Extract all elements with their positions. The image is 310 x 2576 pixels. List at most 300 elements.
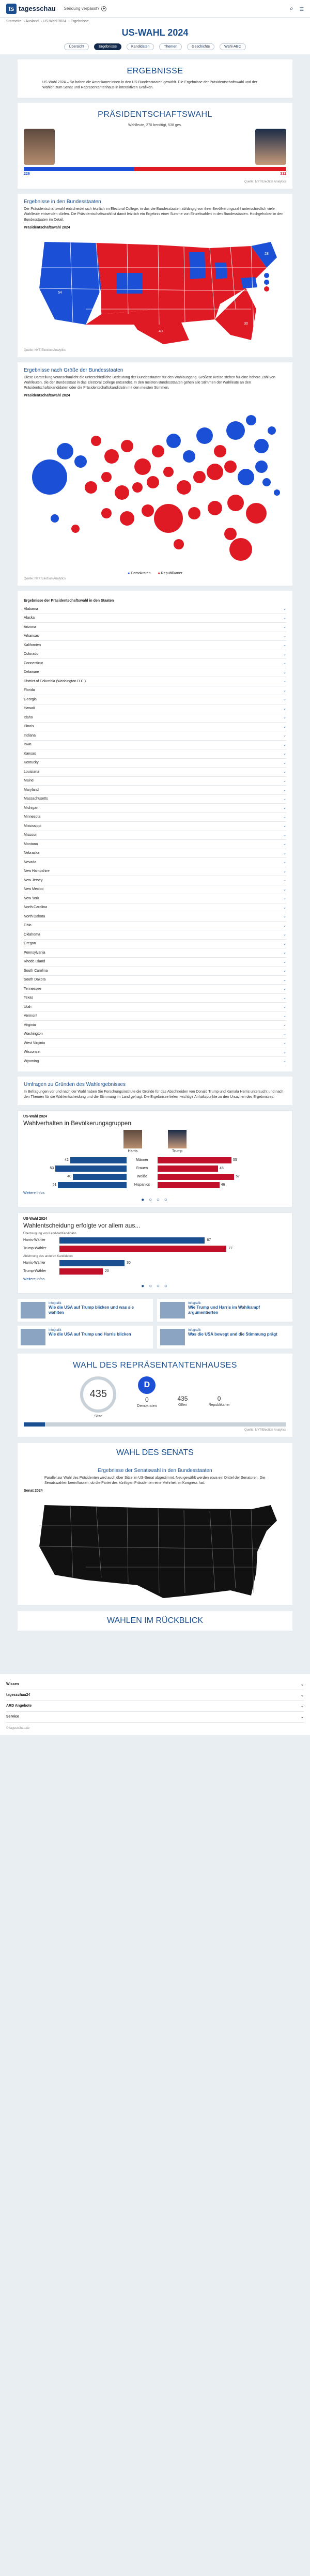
rep-state-bubble[interactable] — [134, 458, 151, 475]
house-rep-label: Republikaner — [208, 1403, 230, 1407]
dem-state-bubble[interactable] — [238, 469, 254, 485]
state-name: Hawaii — [24, 707, 35, 711]
state-name: Virginia — [24, 1023, 36, 1027]
state-row[interactable] — [24, 958, 286, 967]
bubble-source: Quelle: NYT/Election Analytics — [24, 577, 66, 581]
motive-row — [23, 1267, 287, 1276]
state-row[interactable] — [24, 759, 286, 768]
state-row[interactable] — [24, 713, 286, 723]
bubble-chart[interactable] — [24, 400, 286, 570]
rep-state-bubble[interactable] — [147, 476, 159, 488]
rep-state-bubble[interactable] — [174, 539, 184, 549]
tab-themen[interactable]: Themen — [159, 43, 182, 50]
legend-rep-label: Republikaner — [161, 572, 182, 576]
state-row[interactable] — [24, 840, 286, 849]
state-row[interactable] — [24, 677, 286, 686]
virginia-dem — [241, 277, 257, 288]
rep-state-bubble[interactable] — [152, 445, 164, 457]
footer-link[interactable] — [6, 1690, 304, 1701]
state-row[interactable] — [24, 1048, 286, 1057]
state-name: Oregon — [24, 942, 36, 946]
bubble-label: Präsidentschaftswahl 2024 — [24, 394, 70, 398]
chevron-down-icon: ⌄ — [283, 933, 286, 937]
rep-state-bubble[interactable] — [104, 449, 119, 464]
tile1-portraits — [23, 1130, 287, 1153]
state-row[interactable] — [24, 650, 286, 660]
state-name: Montana — [24, 842, 38, 846]
teaser-image — [21, 1329, 45, 1345]
trump-thumb — [168, 1130, 187, 1148]
president-source: Quelle: NYT/Election Analytics — [244, 180, 286, 184]
teaser-kicker: Infografik — [49, 1301, 61, 1305]
chevron-down-icon: ⌄ — [283, 725, 286, 729]
chevron-down-icon: ⌄ — [283, 652, 286, 656]
rep-votes: 312 — [280, 172, 286, 176]
state-row[interactable] — [24, 795, 286, 804]
dem-votes: 226 — [24, 172, 30, 176]
state-name: Maine — [24, 779, 34, 783]
chevron-down-icon: ⌄ — [283, 906, 286, 910]
state-name: Wisconsin — [24, 1050, 40, 1054]
central-region — [158, 245, 215, 325]
rep-state-bubble[interactable] — [163, 467, 174, 477]
state-row[interactable] — [24, 686, 286, 696]
tab-ergebnisse[interactable]: Ergebnisse — [94, 43, 121, 50]
poll-left-bar — [70, 1157, 127, 1163]
results-title: ERGEBNISSE — [127, 67, 183, 75]
chevron-down-icon: ⌄ — [283, 1032, 286, 1036]
tab-bar — [0, 41, 310, 54]
breadcrumb-item[interactable]: Ausland — [25, 20, 39, 23]
state-row[interactable] — [24, 876, 286, 885]
logo[interactable] — [6, 4, 56, 14]
state-name: Colorado — [24, 652, 39, 656]
map1-source: Quelle: NYT/Election Analytics — [24, 348, 66, 352]
motive-bar — [59, 1260, 125, 1266]
state-name: Mississippi — [24, 824, 41, 828]
senate-title: WAHL DES SENATS — [18, 1443, 292, 1463]
senate-label: Senat 2024 — [24, 1489, 43, 1493]
dem-state-bubble[interactable] — [183, 450, 195, 463]
rep-state-bubble[interactable] — [132, 482, 143, 493]
dem-state-bubble[interactable] — [262, 478, 271, 486]
state-name: Kansas — [24, 752, 36, 756]
state-name: Texas — [24, 996, 34, 1000]
dem-state-bubble[interactable] — [32, 459, 67, 495]
carousel-dots[interactable]: ● ○ ○ ○ — [141, 1197, 169, 1203]
chevron-down-icon: ⌄ — [301, 1705, 304, 1709]
chevron-down-icon: ⌄ — [283, 770, 286, 774]
teaser-kicker: Infografik — [49, 1328, 61, 1332]
state-name: New York — [24, 896, 39, 900]
map-label-ny: 28 — [265, 252, 269, 256]
state-row[interactable] — [24, 822, 286, 831]
west-region — [39, 242, 101, 325]
poll-left-value: 53 — [50, 1167, 54, 1171]
state-row[interactable] — [24, 1030, 286, 1039]
teaser-kicker: Infografik — [188, 1301, 201, 1305]
chevron-down-icon: ⌄ — [283, 851, 286, 855]
house-open-label: Offen — [178, 1403, 187, 1407]
tile2-group1: Überzeugung von Kandidat/Kandidatin — [23, 1232, 76, 1235]
state-name: Maryland — [24, 788, 39, 792]
house-dem-label: Demokraten — [137, 1404, 157, 1408]
state-row[interactable] — [24, 741, 286, 750]
chevron-down-icon: ⌄ — [283, 861, 286, 865]
tile1-more-link[interactable]: Weitere Infos — [23, 1191, 45, 1195]
chevron-down-icon: ⌄ — [283, 662, 286, 666]
democrat-icon: D — [138, 1376, 156, 1394]
chevron-down-icon: ⌄ — [283, 634, 286, 638]
rep-state-bubble[interactable] — [214, 445, 226, 457]
state-row[interactable] — [24, 867, 286, 877]
poll-row — [23, 1181, 287, 1189]
retro-spacer — [0, 1636, 310, 1667]
state-row[interactable] — [24, 632, 286, 641]
state-row[interactable] — [24, 641, 286, 650]
footer-link[interactable] — [6, 1679, 304, 1690]
motive-bar — [59, 1246, 226, 1252]
state-row[interactable] — [24, 922, 286, 931]
tile2-more-link[interactable]: Weitere Infos — [23, 1277, 45, 1281]
chevron-down-icon: ⌄ — [283, 978, 286, 982]
dem-state-bubble[interactable] — [226, 421, 245, 440]
state-name: New Mexico — [24, 887, 44, 892]
rep-state-bubble[interactable] — [71, 525, 80, 533]
dem-state-bubble[interactable] — [255, 461, 268, 473]
chevron-down-icon: ⌄ — [283, 806, 286, 810]
senate-map[interactable] — [24, 1495, 286, 1598]
chevron-down-icon: ⌄ — [283, 788, 286, 792]
state-row[interactable] — [24, 723, 286, 732]
state-row[interactable] — [24, 768, 286, 777]
great-lakes-dem — [215, 263, 227, 279]
rep-state-bubble[interactable] — [120, 511, 134, 526]
chevron-down-icon: ⌄ — [283, 625, 286, 630]
state-row[interactable] — [24, 930, 286, 940]
state-row[interactable] — [24, 985, 286, 994]
motive-bar — [59, 1237, 205, 1244]
tab-geschichte[interactable]: Geschichte — [187, 43, 214, 50]
results-text: US-Wahl 2024 – So haben die Amerikaner:innen in den US-Bundesstaaten gewählt. Die Ergebnisse der Präsidentschaftswahl und der Wahlen zum Senat und Repräsentantenhaus in interaktiven Grafiken. — [42, 81, 257, 90]
poll-right — [158, 1166, 261, 1172]
house-open-seats: 435 — [177, 1394, 188, 1402]
state-name: South Carolina — [24, 969, 48, 973]
state-row[interactable] — [24, 940, 286, 949]
state-name: Massachusetts — [24, 797, 48, 801]
teaser-card[interactable] — [157, 1299, 292, 1322]
rep-state-bubble[interactable] — [229, 538, 252, 561]
house-results — [24, 1372, 286, 1422]
chevron-down-icon: ⌄ — [283, 616, 286, 620]
map-label-tx: 40 — [159, 329, 163, 333]
state-row[interactable] — [24, 695, 286, 704]
teaser-card[interactable] — [18, 1299, 153, 1322]
senate-text: Parallel zur Wahl des Präsidenten wird auch über Sitze im US-Senat abgestimmt. Neu gewählt werden etwa ein Drittel der Senatoren. Die Senatswahlen beeinflussen, ob die Partei des künftigen Präsidenten eine Mehrheit im Kongress hat. — [44, 1476, 265, 1485]
poll-right-value: 46 — [221, 1183, 225, 1187]
rep-state-bubble[interactable] — [121, 440, 133, 452]
state-row[interactable] — [24, 668, 286, 678]
state-row[interactable] — [24, 605, 286, 614]
teaser-image — [160, 1329, 185, 1345]
president-subtitle: Wahlleute, 270 benötigt, 538 ges. — [128, 124, 182, 128]
dem-state-bubble[interactable] — [268, 426, 276, 435]
state-name: South Dakota — [24, 978, 46, 982]
state-row[interactable] — [24, 786, 286, 795]
state-row[interactable] — [24, 614, 286, 623]
chevron-down-icon: ⌄ — [283, 815, 286, 819]
polls-intro — [18, 1077, 292, 1105]
motive-value: 30 — [127, 1261, 131, 1265]
president-result — [24, 121, 286, 178]
rep-state-bubble[interactable] — [207, 464, 223, 480]
dem-state-bubble[interactable] — [51, 514, 59, 523]
chevron-down-icon: ⌄ — [283, 951, 286, 955]
state-row[interactable] — [24, 659, 286, 668]
state-name: Washington — [24, 1032, 43, 1036]
chevron-down-icon: ⌄ — [283, 869, 286, 873]
house-ring: 435 — [80, 1376, 116, 1413]
poll-right — [158, 1157, 261, 1163]
rep-state-bubble[interactable] — [85, 481, 97, 494]
chevron-down-icon: ⌄ — [283, 716, 286, 720]
president-title: PRÄSIDENTSCHAFTSWAHL — [98, 110, 212, 119]
state-row[interactable] — [24, 623, 286, 632]
footer-link[interactable] — [6, 1712, 304, 1723]
state-name: Utah — [24, 1005, 32, 1009]
poll-label: Frauen — [136, 1167, 148, 1171]
teaser-card[interactable] — [157, 1326, 292, 1348]
teaser-title: Wie die USA auf Trump blicken und was sie wählten — [49, 1305, 134, 1315]
motive-value: 20 — [105, 1269, 109, 1274]
motive-label: Harris-Wähler — [23, 1238, 46, 1243]
house-source: Quelle: NYT/Election Analytics — [244, 1428, 286, 1432]
state-row[interactable] — [24, 903, 286, 913]
state-name: Ohio — [24, 924, 32, 928]
rep-state-bubble[interactable] — [188, 507, 200, 519]
state-row[interactable] — [24, 858, 286, 867]
dem-state-bubble[interactable] — [254, 439, 269, 453]
state-name: Connecticut — [24, 661, 43, 665]
play-icon: ▶ — [101, 6, 106, 11]
motive-label: Harris-Wähler — [23, 1261, 46, 1265]
state-row[interactable] — [24, 994, 286, 1003]
tile1-rows — [23, 1156, 287, 1189]
state-row[interactable] — [24, 1003, 286, 1012]
breadcrumb-item[interactable]: Startseite — [6, 20, 22, 23]
state-name: Kalifornien — [24, 643, 41, 647]
state-row[interactable] — [24, 885, 286, 895]
state-name: New Hampshire — [24, 869, 50, 873]
rep-state-bubble[interactable] — [246, 503, 267, 524]
poll-left-bar — [58, 1182, 127, 1188]
tile1-col-left: Harris — [128, 1149, 138, 1153]
chevron-down-icon: ⌄ — [283, 1041, 286, 1046]
state-name: Tennessee — [24, 987, 41, 991]
menu-icon[interactable]: ≡ — [299, 4, 304, 13]
tile2-rows-b — [23, 1259, 287, 1276]
rep-state-bubble[interactable] — [142, 504, 154, 517]
poll-right-bar — [158, 1157, 231, 1163]
tile1-kicker: US-Wahl 2024 — [23, 1114, 48, 1118]
small-state-marker — [264, 273, 269, 278]
state-name: Alaska — [24, 616, 35, 620]
tile1-title: Wahlverhalten in Bevölkerungsgruppen — [23, 1119, 132, 1127]
poll-left-value: 42 — [65, 1158, 69, 1162]
teaser-title: Wie die USA auf Trump und Harris blicken — [49, 1331, 131, 1337]
chevron-down-icon: ⌄ — [283, 761, 286, 765]
state-name: Indiana — [24, 733, 36, 738]
motive-row — [23, 1236, 287, 1245]
poll-label: Weiße — [136, 1175, 148, 1179]
page-title: US-WAHL 2024 — [0, 23, 310, 41]
chevron-down-icon: ⌄ — [283, 1005, 286, 1009]
chevron-down-icon: ⌄ — [283, 607, 286, 611]
sendung-verpasst-link[interactable] — [64, 6, 107, 11]
teaser-title: Was die USA bewegt und die Stimmung prägt — [188, 1331, 277, 1337]
footer-link[interactable] — [6, 1701, 304, 1712]
state-name: Iowa — [24, 743, 32, 747]
chevron-down-icon: ⌄ — [283, 969, 286, 973]
chevron-down-icon: ⌄ — [283, 1060, 286, 1064]
state-row[interactable] — [24, 948, 286, 958]
tab-uebersicht[interactable]: Übersicht — [64, 43, 89, 50]
state-name: Idaho — [24, 715, 33, 719]
bubble-legend — [24, 572, 286, 575]
state-row[interactable] — [24, 831, 286, 840]
state-name: North Carolina — [24, 906, 48, 910]
state-name: Alabama — [24, 607, 38, 611]
small-state-marker — [264, 280, 269, 285]
tile2-title: Wahlentscheidung erfolgte vor allem aus... — [23, 1221, 141, 1229]
rep-state-bubble[interactable] — [91, 436, 101, 446]
poll-right-value: 57 — [236, 1175, 240, 1179]
state-row[interactable] — [24, 912, 286, 922]
sendung-label: Sendung verpasst? — [64, 6, 100, 11]
state-row[interactable] — [24, 777, 286, 786]
dem-state-bubble[interactable] — [196, 427, 213, 444]
state-row[interactable] — [24, 704, 286, 714]
poll-right — [158, 1182, 261, 1188]
state-name: Michigan — [24, 806, 39, 810]
poll-left-bar — [73, 1174, 127, 1180]
house-dem-seats: 0 — [145, 1396, 149, 1403]
rep-state-bubble[interactable] — [101, 508, 112, 518]
chevron-down-icon: ⌄ — [283, 942, 286, 946]
president-panel — [18, 103, 292, 189]
breadcrumb-item: Ergebnisse — [70, 20, 89, 23]
search-icon[interactable]: ⌕ — [290, 5, 293, 12]
state-row[interactable] — [24, 894, 286, 903]
footer-link-label: tagesschau24 — [6, 1693, 30, 1697]
state-row[interactable] — [24, 967, 286, 976]
poll-left — [23, 1174, 127, 1180]
state-name: Florida — [24, 688, 35, 693]
tab-kandidaten[interactable]: Kandidaten — [127, 43, 154, 50]
dem-state-bubble[interactable] — [274, 489, 280, 496]
rep-state-bubble[interactable] — [115, 485, 129, 500]
teaser-card[interactable] — [18, 1326, 153, 1348]
state-row[interactable] — [24, 1039, 286, 1048]
state-row[interactable] — [24, 804, 286, 813]
rep-state-bubble[interactable] — [154, 504, 183, 533]
motive-value: 77 — [228, 1247, 233, 1251]
rep-state-bubble[interactable] — [224, 528, 237, 540]
polls-text: In Befragungen vor und nach der Wahl haben Sie Forschungsinstitute die Gründe für das Abschneiden von Donald Trump und Kamala Harris untersucht und nach den Themen für die Wahlentscheidung und die Stimmung im Land gefragt. Die Ergebnisse liefern wichtige Anhaltspunkte zu den Ursachen des Ergebnisses. — [24, 1090, 284, 1099]
chevron-down-icon: ⌄ — [283, 734, 286, 738]
chevron-down-icon: ⌄ — [283, 779, 286, 783]
motive-bar — [59, 1268, 103, 1275]
state-row[interactable] — [24, 749, 286, 759]
breadcrumb-item[interactable]: US-Wahl 2024 — [43, 20, 67, 23]
rep-state-bubble[interactable] — [208, 501, 222, 515]
state-row[interactable] — [24, 813, 286, 822]
state-row[interactable] — [24, 849, 286, 858]
bubble-text: Diese Darstellung veranschaulicht die unterschiedliche Bedeutung der Bundesstaaten für den Wahlausgang. Größere Kreise stehen für eine höhere Zahl von Wahlleuten, die der Bundesstaat in das Electoral College entsendet. In den meisten Bundesstaaten gehen alle Stimmen der Wahlleute an den Präsidentschaftskandidaten oder die Präsidentschaftskandidatin mit den meisten Stimmen. — [24, 375, 275, 390]
footer — [0, 1674, 310, 1735]
state-name: Wyoming — [24, 1059, 39, 1063]
carousel-dots[interactable]: ● ○ ○ ○ — [141, 1283, 169, 1289]
dem-state-bubble[interactable] — [74, 455, 87, 468]
poll-tile-groups — [18, 1110, 292, 1207]
colorado-dem — [117, 273, 143, 294]
poll-left — [23, 1182, 127, 1188]
house-open — [177, 1376, 188, 1407]
teaser-grid — [18, 1299, 292, 1348]
tab-wahl-abc[interactable]: Wahl-ABC — [220, 43, 245, 50]
legend-dem-label: Demokraten — [131, 572, 151, 576]
tile2-rows-a — [23, 1236, 287, 1253]
us-map[interactable] — [24, 232, 286, 345]
rep-state-bubble[interactable] — [101, 472, 112, 482]
state-name: New Jersey — [24, 878, 43, 882]
dem-state-bubble[interactable] — [166, 434, 181, 448]
copyright: © tagesschau.de — [6, 1727, 30, 1730]
state-name: District of Columbia (Washington D.C.) — [24, 679, 86, 683]
chevron-down-icon: ⌄ — [283, 996, 286, 1000]
state-row[interactable] — [24, 731, 286, 741]
dem-state-bubble[interactable] — [57, 443, 73, 459]
motive-label: Trump-Wähler — [23, 1247, 47, 1251]
state-name: Georgia — [24, 697, 37, 701]
midwest-dem — [189, 252, 206, 279]
states-panel — [18, 591, 292, 1071]
teaser-image — [160, 1302, 185, 1318]
trump-portrait — [255, 129, 286, 165]
rep-state-bubble[interactable] — [224, 461, 237, 473]
state-row[interactable] — [24, 1012, 286, 1021]
house-bar-marker — [24, 1422, 45, 1427]
house-rep — [208, 1376, 229, 1407]
poll-row — [23, 1173, 287, 1181]
chevron-down-icon: ⌄ — [283, 680, 286, 684]
poll-row — [23, 1164, 287, 1173]
rep-state-bubble[interactable] — [193, 471, 206, 483]
state-name: Arizona — [24, 625, 36, 629]
chevron-down-icon: ⌄ — [283, 879, 286, 883]
house-total-label: Sitze — [94, 1414, 103, 1418]
chevron-down-icon: ⌄ — [283, 897, 286, 901]
motive-row — [23, 1245, 287, 1253]
state-row[interactable] — [24, 1057, 286, 1066]
rep-state-bubble[interactable] — [227, 495, 244, 511]
rep-state-bubble[interactable] — [177, 480, 191, 495]
dem-state-bubble[interactable] — [246, 415, 256, 425]
state-row[interactable] — [24, 1021, 286, 1030]
poll-left-value: 51 — [52, 1183, 57, 1187]
state-row[interactable] — [24, 976, 286, 985]
motive-label: Trump-Wähler — [23, 1269, 47, 1274]
